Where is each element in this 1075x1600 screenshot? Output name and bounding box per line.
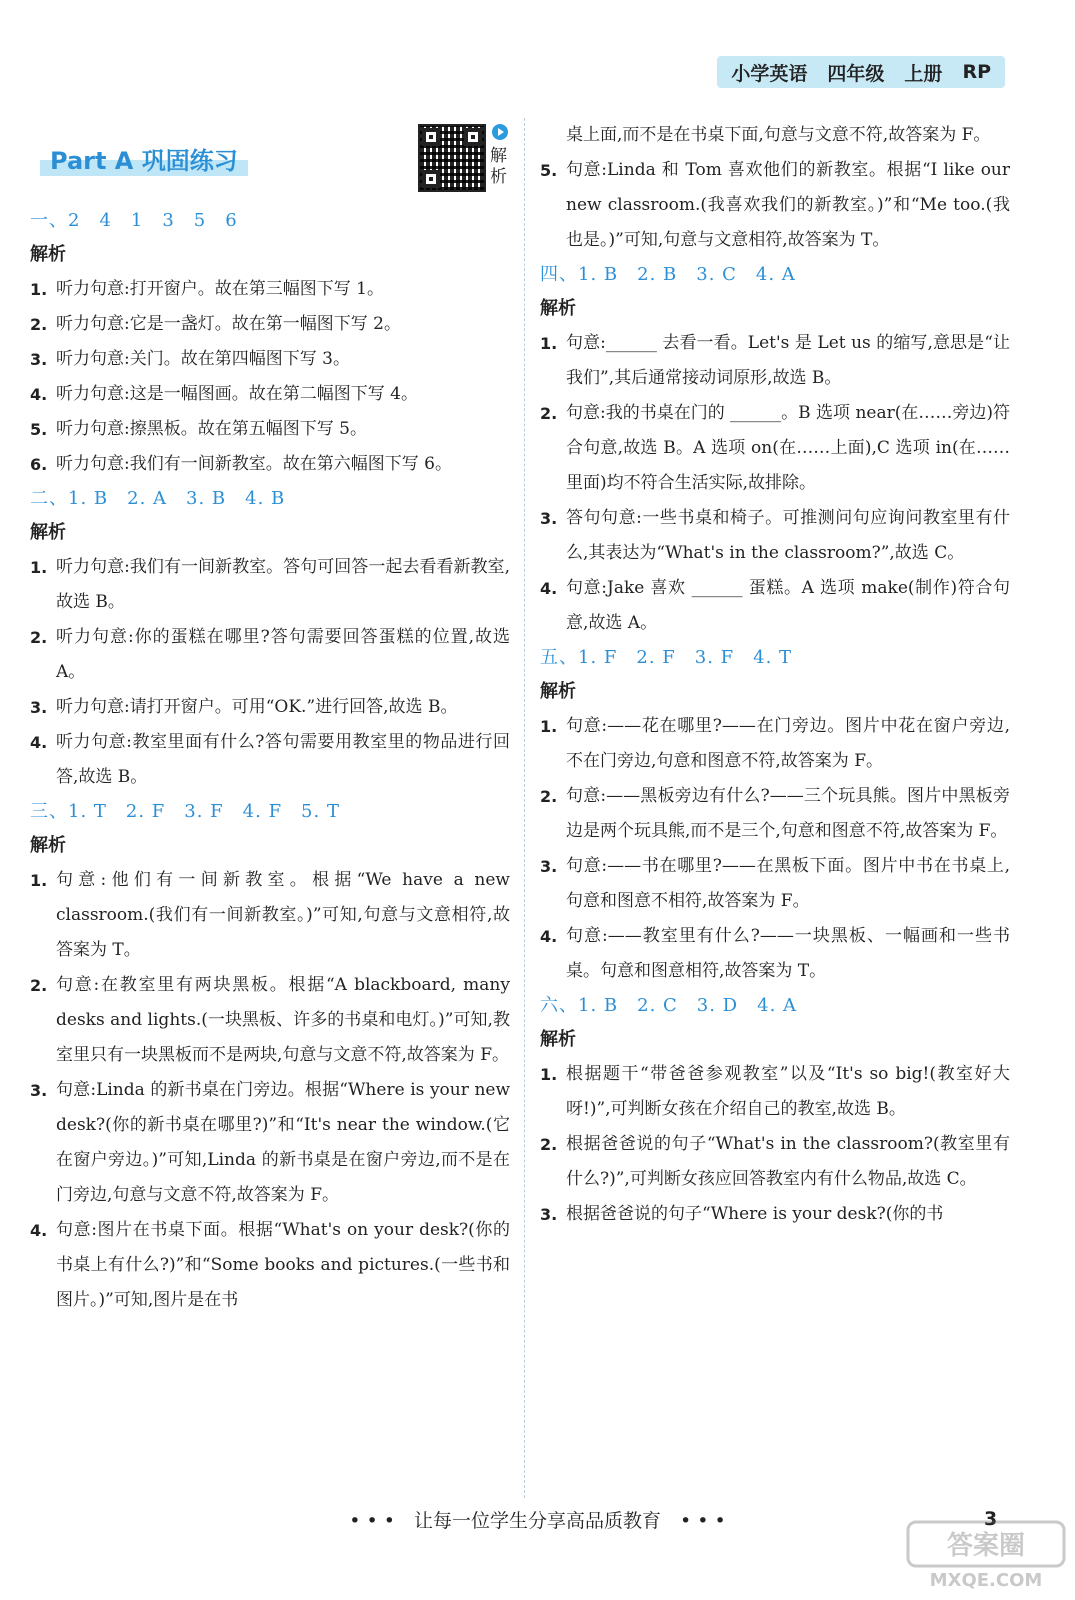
item-text: 听力句意:我们有一间新教室。故在第六幅图下写 6。 [56,454,452,474]
item-text: 句意:Jake 喜欢 ______ 蛋糕。A 选项 make(制作)符合句意,故选 A。 [566,578,1010,633]
item-number: 4. [30,733,48,752]
item-number: 2. [540,1135,558,1154]
item-text: 句意:他们有一间新教室。根据“We have a new classroom.(我们有一间新教室。)”可知,句意与文意相符,故答案为 T。 [56,870,510,960]
item-number: 3. [30,350,48,369]
svg-text:答案圈: 答案圈 [946,1531,1026,1561]
analysis-label: 解析 [30,835,66,856]
item-text: 听力句意:打开窗户。故在第三幅图下写 1。 [56,279,384,299]
item-text: 句意:______ 去看一看。Let's 是 Let us 的缩写,意思是“让我们”,其后通常接动词原形,故选 B。 [566,333,1010,388]
item-number: 2. [30,628,48,647]
analysis-item [30,1073,510,1213]
analysis-item [30,272,510,307]
header-grade: 四年级 [827,62,885,85]
item-text: 根据爸爸说的句子“What's in the classroom?(教室里有什么?)”,可判断女孩应回答教室内有什么物品,故选 C。 [566,1134,1010,1189]
item-number: 4. [540,927,558,946]
item-number: 6. [30,455,48,474]
item-number: 2. [30,315,48,334]
item-text: 听力句意:它是一盏灯。故在第一幅图下写 2。 [56,314,401,334]
analysis-item [30,620,510,690]
item-text: 根据题干“带爸爸参观教室”以及“It's so big!(教室好大呀!)”,可判断女孩在介绍自己的教室,故选 B。 [566,1064,1010,1119]
analysis-item [30,377,510,412]
analysis-item [540,1197,1010,1232]
section-title: Part A 巩固练习 [40,140,248,176]
header-edition: RP [962,61,991,83]
answer-key-heading: 三、1. T 2. F 3. F 4. F 5. T [30,801,340,822]
item-number: 1. [540,1065,558,1084]
item-number: 5. [30,420,48,439]
analysis-item [540,571,1010,641]
item-text: 句意:我的书桌在门的 ______。B 选项 near(在……旁边)符合句意,故选 B。A 选项 on(在……上面),C 选项 in(在……里面)均不符合生活实际,故排除。 [566,403,1010,493]
item-number: 1. [30,871,48,890]
analysis-item [30,1213,510,1318]
footer-slogan: • • • 让每一位学生分享高品质教育 • • • [349,1510,726,1532]
answer-key-heading: 六、1. B 2. C 3. D 4. A [540,995,798,1016]
item-text: 听力句意:我们有一间新教室。答句可回答一起去看看新教室,故选 B。 [56,557,510,612]
item-number: 4. [30,1221,48,1240]
analysis-item [30,550,510,620]
analysis-label: 解析 [540,298,576,319]
question-block-4 [540,258,1010,641]
watermark-logo [906,1520,1066,1590]
analysis-item [30,412,510,447]
item-text: 句意:图片在书桌下面。根据“What's on your desk?(你的书桌上有什么?)”和“Some books and pictures.(一些书和图片。)”可知,图片是在书 [56,1220,510,1310]
analysis-item [540,1057,1010,1127]
analysis-item [540,501,1010,571]
item-text: 答句句意:一些书桌和椅子。可推测问句应询问教室里有什么,其表达为“What's in the classroom?”,故选 C。 [566,508,1010,563]
item-text: 桌上面,而不是在书桌下面,句意与文意不符,故答案为 F。 [566,125,991,145]
item-text: 句意:Linda 和 Tom 喜欢他们的新教室。根据“I like our new classroom.(我喜欢我们的新教室。)”和“Me too.(我也是。)”可知,句意与文意相符,故答案为 T。 [566,160,1010,250]
analysis-item [30,342,510,377]
play-icon [492,124,508,140]
item-number: 1. [30,558,48,577]
item-number: 1. [30,280,48,299]
item-number: 1. [540,717,558,736]
analysis-item [540,396,1010,501]
item-number: 4. [30,385,48,404]
svg-text:MXQE.COM: MXQE.COM [929,1570,1043,1590]
analysis-item [30,968,510,1073]
page-number: 3 [984,1508,998,1530]
qr-label: 解析 [490,146,507,187]
analysis-item [540,779,1010,849]
analysis-item [540,1127,1010,1197]
question-block-5 [540,641,1010,989]
item-text: 句意:——黑板旁边有什么?——三个玩具熊。图片中黑板旁边是两个玩具熊,而不是三个,句意和图意不符,故答案为 F。 [566,786,1010,841]
header-subject: 小学英语 [731,62,808,85]
item-number: 4. [540,579,558,598]
analysis-item [30,307,510,342]
analysis-item [30,725,510,795]
item-number: 3. [540,857,558,876]
item-number: 3. [30,1081,48,1100]
item-number: 3. [540,509,558,528]
item-number: 2. [30,976,48,995]
analysis-label: 解析 [540,681,576,702]
item-text: 句意:——花在哪里?——在门旁边。图片中花在窗户旁边,不在门旁边,句意和图意不符,故答案为 F。 [566,716,1010,771]
analysis-item [540,849,1010,919]
header-badge [717,56,1005,88]
item-number: 2. [540,787,558,806]
item-number: 3. [540,1205,558,1224]
item-text: 听力句意:关门。故在第四幅图下写 3。 [56,349,350,369]
header-volume: 上册 [904,62,943,85]
item-text: 听力句意:你的蛋糕在哪里?答句需要回答蛋糕的位置,故选 A。 [56,627,510,682]
question-block-1 [30,204,510,482]
item-number: 5. [540,161,558,180]
answer-key-heading: 二、1. B 2. A 3. B 4. B [30,488,286,509]
right-column [540,118,1010,1232]
analysis-item-continued [540,118,1010,153]
analysis-label: 解析 [30,244,66,265]
analysis-item [30,447,510,482]
analysis-label: 解析 [30,522,66,543]
left-column [30,204,510,1318]
item-number: 1. [540,334,558,353]
item-text: 听力句意:这是一幅图画。故在第二幅图下写 4。 [56,384,418,404]
item-text: 句意:在教室里有两块黑板。根据“A blackboard, many desks and lights.(一块黑板、许多的书桌和电灯。)”可知,教室里只有一块黑板而不是两块,句意与文意不符,故答案为 F。 [56,975,510,1065]
analysis-item [30,690,510,725]
answer-key-heading: 四、1. B 2. B 3. C 4. A [540,264,796,285]
analysis-item [540,919,1010,989]
item-text: 句意:Linda 的新书桌在门旁边。根据“Where is your new desk?(你的新书桌在哪里?)”和“It's near the window.(它在窗户旁边。)”可知,Linda 的新书桌是在窗户旁边,而不是在门旁边,句意与文意不符,故答案为 F。 [56,1080,510,1205]
question-block-2 [30,482,510,795]
analysis-item [540,709,1010,779]
answer-key-heading: 一、2 4 1 3 5 6 [30,210,238,231]
item-number: 2. [540,404,558,423]
column-divider [524,118,525,1498]
item-text: 听力句意:教室里面有什么?答句需要用教室里的物品进行回答,故选 B。 [56,732,510,787]
item-text: 听力句意:请打开窗户。可用“OK.”进行回答,故选 B。 [56,697,458,717]
item-text: 句意:——教室里有什么?——一块黑板、一幅画和一些书桌。句意和图意相符,故答案为 T。 [566,926,1010,981]
item-number: 3. [30,698,48,717]
item-text: 根据爸爸说的句子“Where is your desk?(你的书 [566,1204,944,1224]
item-text: 听力句意:擦黑板。故在第五幅图下写 5。 [56,419,367,439]
question-block-3 [30,795,510,1318]
analysis-label: 解析 [540,1029,576,1050]
qr-code-icon[interactable] [418,124,486,192]
item-text: 句意:——书在哪里?——在黑板下面。图片中书在书桌上,句意和图意不相符,故答案为 F。 [566,856,1010,911]
answer-key-heading: 五、1. F 2. F 3. F 4. T [540,647,793,668]
analysis-item [30,863,510,968]
analysis-item [540,153,1010,258]
question-block-6 [540,989,1010,1232]
analysis-item [540,326,1010,396]
